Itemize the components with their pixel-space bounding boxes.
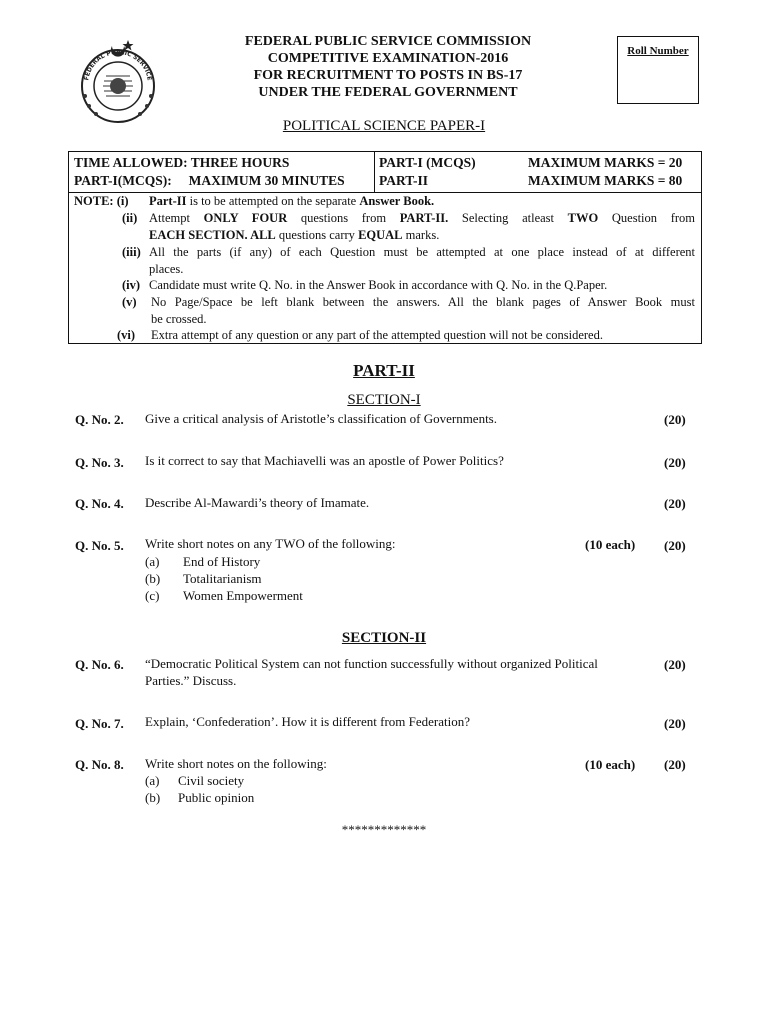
question-5-marks: (20) xyxy=(664,538,686,553)
list-item: (a) Civil society xyxy=(145,773,245,788)
note-6-label: (vi) xyxy=(117,328,136,342)
note-1: Part-II is to be attempted on the separate Answer Book. xyxy=(149,194,435,208)
question-6-marks: (20) xyxy=(664,657,686,672)
question-6-text-line-1: “Democratic Political System can not function successfully without organized Political xyxy=(145,656,598,671)
part1-time: PART-I(MCQS): MAXIMUM 30 MINUTES xyxy=(74,173,345,188)
note-6-line-1: Extra attempt of any question or any part of the attempted question will not be considered. xyxy=(151,328,603,342)
question-7-text: Explain, ‘Confederation’. How it is different from Federation? xyxy=(145,714,471,729)
note-4-line-1: Candidate must write Q. No. in the Answer Book in accordance with Q. No. in the Q.Paper. xyxy=(149,278,608,292)
note-3-label: (iii) xyxy=(122,245,141,259)
note-4-label: (iv) xyxy=(122,278,141,292)
question-3-text: Is it correct to say that Machiavelli was an apostle of Power Politics? xyxy=(145,453,504,468)
note-5-line-2: be crossed. xyxy=(151,312,207,326)
question-2-marks: (20) xyxy=(664,412,686,427)
question-6-text-line-2: Parties.” Discuss. xyxy=(145,673,237,688)
part-heading: PART-II xyxy=(353,361,415,380)
roll-number-box[interactable] xyxy=(617,36,699,104)
roll-number-label: Roll Number xyxy=(627,45,689,57)
question-6-number: Q. No. 6. xyxy=(75,657,124,672)
question-5-text: Write short notes on any TWO of the following: xyxy=(145,536,396,551)
svg-text:FEDERAL PUBLIC SERVICE: FEDERAL PUBLIC SERVICE xyxy=(83,48,153,82)
part2-marks: MAXIMUM MARKS = 80 xyxy=(528,173,683,188)
header-line-1: FEDERAL PUBLIC SERVICE COMMISSION xyxy=(244,34,532,49)
part1-label: PART-I (MCQS) xyxy=(379,155,476,170)
note-3-line-2: places. xyxy=(149,262,184,276)
question-7-number: Q. No. 7. xyxy=(75,716,124,731)
part1-marks: MAXIMUM MARKS = 20 xyxy=(528,155,683,170)
instructions-table xyxy=(68,151,702,344)
note-5-label: (v) xyxy=(122,295,137,309)
note-2-label: (ii) xyxy=(122,211,138,225)
question-8-number: Q. No. 8. xyxy=(75,757,124,772)
header-line-4: UNDER THE FEDERAL GOVERNMENT xyxy=(258,85,518,100)
question-4-number: Q. No. 4. xyxy=(75,496,124,511)
question-3-marks: (20) xyxy=(664,455,686,470)
list-item: (b) Public opinion xyxy=(145,790,255,805)
question-2-number: Q. No. 2. xyxy=(75,412,124,427)
question-4-text: Describe Al-Mawardi’s theory of Imamate. xyxy=(145,495,370,510)
question-8-each-marks: (10 each) xyxy=(585,757,636,772)
question-5-number: Q. No. 5. xyxy=(75,538,124,553)
question-4-marks: (20) xyxy=(664,496,686,511)
section-2-heading: SECTION-II xyxy=(341,630,427,646)
list-item: (a) End of History xyxy=(145,554,261,569)
paper-title: POLITICAL SCIENCE PAPER-I xyxy=(282,118,486,134)
list-item: (b) Totalitarianism xyxy=(145,571,262,586)
fpsc-logo xyxy=(72,36,164,124)
question-5-each-marks: (10 each) xyxy=(585,537,636,552)
question-3-number: Q. No. 3. xyxy=(75,455,124,470)
question-8-marks: (20) xyxy=(664,757,686,772)
time-allowed: TIME ALLOWED: THREE HOURS xyxy=(74,155,290,170)
question-8-text: Write short notes on the following: xyxy=(145,756,327,771)
question-7-marks: (20) xyxy=(664,716,686,731)
list-item: (c) Women Empowerment xyxy=(145,588,303,603)
part2-label: PART-II xyxy=(379,173,429,188)
section-1-heading: SECTION-I xyxy=(347,392,421,408)
note-prefix: NOTE: (i) xyxy=(74,194,129,208)
end-marker: ************* xyxy=(341,822,427,837)
question-2-text: Give a critical analysis of Aristotle’s classification of Governments. xyxy=(145,411,497,426)
note-5-line-1: No Page/Space be left blank between the answers. All the blank pages of Answer Book must xyxy=(151,295,695,309)
header-line-2: COMPETITIVE EXAMINATION-2016 xyxy=(267,51,509,66)
note-2-line-2: EACH SECTION. ALL questions carry EQUAL marks. xyxy=(149,228,440,242)
header-line-3: FOR RECRUITMENT TO POSTS IN BS-17 xyxy=(253,68,523,83)
note-3-line-1: All the parts (if any) of each Question must be attempted at one place instead of at different xyxy=(149,245,695,259)
note-2-line-1: Attempt ONLY FOUR questions from PART-II. Selecting atleast TWO Question from xyxy=(149,211,695,225)
